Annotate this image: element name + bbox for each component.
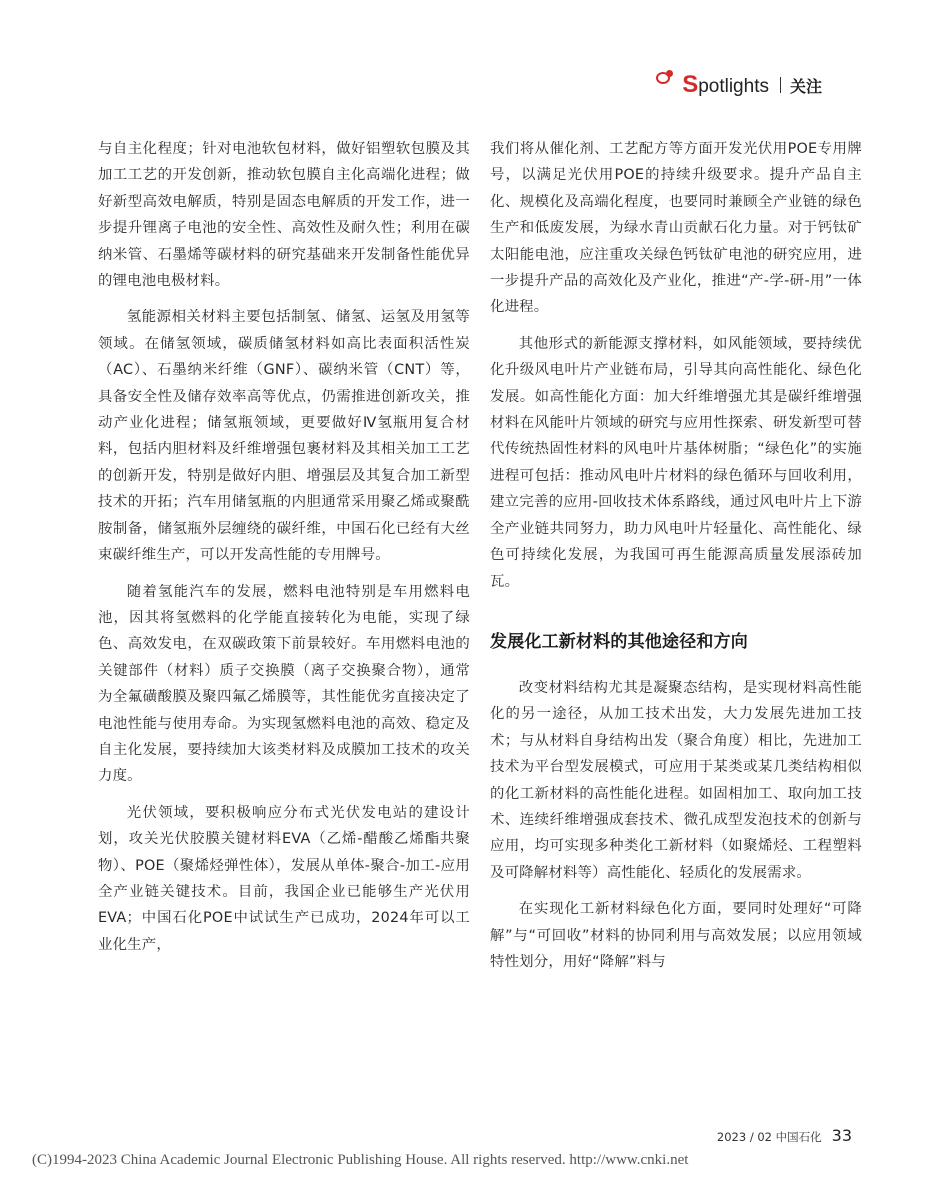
copyright-notice: (C)1994-2023 China Academic Journal Electronic Publishing House. All rights reserved. http://www.cnki.net: [32, 1152, 689, 1168]
paragraph: 随着氢能汽车的发展，燃料电池特别是车用燃料电池，因其将氢燃料的化学能直接转化为电能，实现了绿色、高效发电，在双碳政策下前景较好。车用燃料电池的关键部件（材料）质子交换膜（离子交换聚合物），通常为全氟磺酸膜及聚四氟乙烯膜等，其性能优劣直接决定了电池性能与使用寿命。为实现氢燃料电池的高效、稳定及自主化发展，要持续加大该类材料及成膜加工技术的攻关力度。: [98, 583, 470, 785]
paragraph: 改变材料结构尤其是凝聚态结构，是实现材料高性能化的另一途径，从加工技术出发，大力发展先进加工技术；与从材料自身结构出发（聚合角度）相比，先进加工技术为平台型发展模式，可应用于某类或某几类结构相似的化工新材料的高性能化进程。如固相加工、取向加工技术、连续纤维增强成套技术、微孔成型发泡技术的创新与应用，均可实现多种类化工新材料（如聚烯烃、工程塑料及可降解材料等）高性能化、轻质化的发展需求。: [490, 679, 862, 881]
issue-label: 2023 / 02 中国石化: [716, 1130, 822, 1144]
paragraph: 在实现化工新材料绿色化方面，要同时处理好“可降解”与“可回收”材料的协同利用与高效发展；以应用领域特性划分，用好“降解”料与: [490, 901, 862, 970]
page-number: 33: [831, 1126, 852, 1145]
paragraph: 我们将从催化剂、工艺配方等方面开发光伏用POE专用牌号，以满足光伏用POE的持续升级要求。提升产品自主化、规模化及高端化程度，也要同时兼顾全产业链的绿色生产和低废发展，为绿水青山贡献石化力量。对于钙钛矿太阳能电池，应注重攻关绿色钙钛矿电池的研究应用，进一步提升产品的高效化及产业化，推进“产-学-研-用”一体化进程。: [490, 141, 862, 316]
section-label: 关注: [789, 76, 822, 96]
brand-name: Spotlights: [682, 71, 769, 98]
right-column: [490, 136, 862, 975]
page-footer: [717, 1126, 852, 1145]
spotlights-logo-icon: [656, 70, 680, 100]
header-divider: [780, 77, 781, 93]
paragraph: 其他形式的新能源支撑材料，如风能领域，要持续优化升级风电叶片产业链布局，引导其向高性能化、绿色化发展。如高性能化方面：加大纤维增强尤其是碳纤维增强材料在风能叶片领域的研究与应用性探索、研发新型可替代传统热固性材料的风电叶片基体树脂；“绿色化”的实施进程可包括：推动风电叶片材料的绿色循环与回收利用，建立完善的应用-回收技术体系路线，通过风电叶片上下游全产业链共同努力，助力风电叶片轻量化、高性能化、绿色可持续化发展，为我国可再生能源高质量发展添砖加瓦。: [490, 335, 862, 590]
section-heading: 发展化工新材料的其他途径和方向: [490, 631, 748, 652]
paragraph: 氢能源相关材料主要包括制氢、储氢、运氢及用氢等领域。在储氢领域，碳质储氢材料如高比表面积活性炭（AC）、石墨纳米纤维（GNF）、碳纳米管（CNT）等，具备安全性及储存效率高等优点，仍需推进创新攻关，推动产业化进程；储氢瓶领域，更要做好Ⅳ氢瓶用复合材料，包括内胆材料及纤维增强包裹材料及其相关加工工艺的创新开发，特别是做好内胆、增强层及其复合加工新型技术的开拓；汽车用储氢瓶的内胆通常采用聚乙烯或聚酰胺制备，储氢瓶外层缠绕的碳纤维，中国石化已经有大丝束碳纤维生产，可以开发高性能的专用牌号。: [98, 309, 470, 564]
paragraph: 光伏领域，要积极响应分布式光伏发电站的建设计划，攻关光伏胶膜关键材料EVA（乙烯-醋酸乙烯酯共聚物）、POE（聚烯烃弹性体），发展从单体-聚合-加工-应用全产业链关键技术。目前，我国企业已能够生产光伏用EVA；中国石化POE中试试生产已成功，2024年可以工业化生产，: [98, 804, 470, 953]
left-column: [98, 136, 470, 958]
page-header: [656, 68, 822, 102]
paragraph: 与自主化程度；针对电池软包材料，做好铝塑软包膜及其加工工艺的开发创新，推动软包膜自主化高端化进程；做好新型高效电解质，特别是固态电解质的开发工作，进一步提升锂离子电池的安全性、高效性及耐久性；利用在碳纳米管、石墨烯等碳材料的研究基础来开发制备性能优异的锂电池电极材料。: [98, 141, 470, 290]
